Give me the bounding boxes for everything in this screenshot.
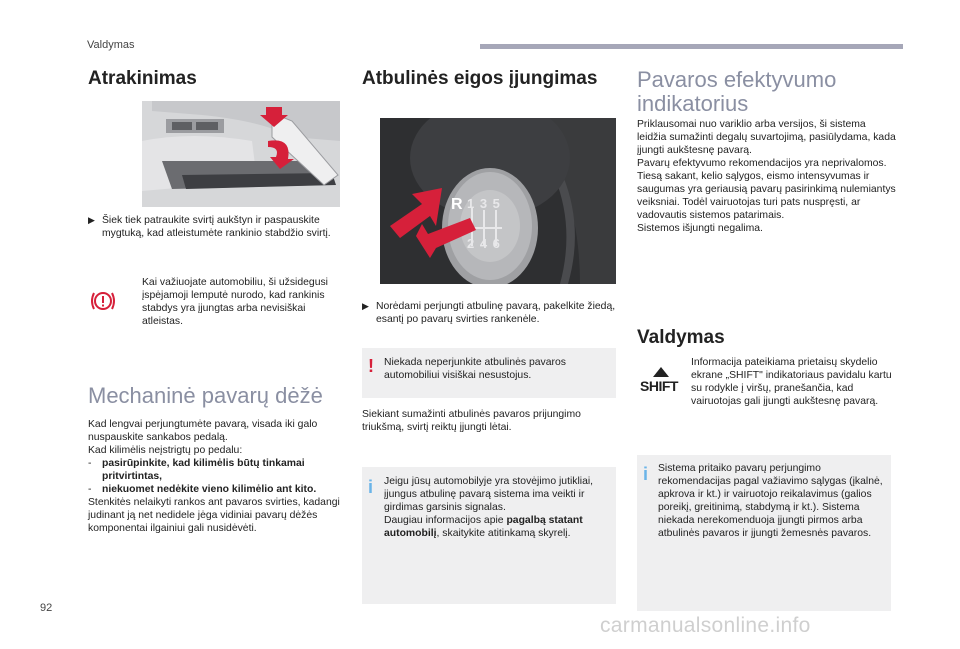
info-more-link: pagalbą statant automobilį xyxy=(384,515,583,539)
gear-top-numbers: 1 3 5 xyxy=(467,196,501,211)
efficiency-paragraph-1: Priklausomai nuo variklio arba versijos, ši sistema leidžia sumažinti degalų suvartojimą, pasiūlydama, kada įjungti aukštesnę pavarą. xyxy=(637,119,896,156)
info-sensor-paragraph: Jeigu jūsų automobilyje yra stovėjimo jutikliai, įjungus atbulinę pavarą sistema ima veikti ir girdimas garsinis signalas. xyxy=(384,476,594,513)
subtitle-control: Valdymas xyxy=(637,327,725,348)
section-header: Valdymas xyxy=(87,39,135,51)
shift-description: Informacija pateikiama prietaisų skydelio ekrane „SHIFT" indikatoriaus pavidalu kartu su rodykle į viršų, pranešančia, kad vairuotojas gali įjungti aukštesnę pavarą. xyxy=(691,357,892,407)
handbrake-illustration xyxy=(142,101,340,207)
unlock-bullet-text: Šiek tiek patraukite svirtį aukštyn ir paspauskite mygtuką, kad atleistumėte rankinio stabdžio svirtį. xyxy=(102,215,331,239)
info-more-suffix: , skaitykite atitinkamą skyrelį. xyxy=(436,528,571,539)
subtitle-manual-gearbox: Mechaninė pavarų dėžė xyxy=(88,383,323,408)
gear-recommendation-text: Sistema pritaiko pavarų perjungimo rekomendacijas pagal važiavimo sąlygas (įkalnė, apkrova ir kt.) ir vairuotojo reikalavimus (galios poreikį, greitinimą, stabdymą ir kt.). Sistema niekada nerekomenduoja įjungti pirmos arba atbulinės pavaros ir įjungti žemesnės pavaros. xyxy=(658,463,883,539)
reverse-bullet xyxy=(362,300,617,326)
reverse-noise-text: Siekiant sumažinti atbulinės pavaros prijungimo triukšmą, svirtį reiktų įjungti lėtai. xyxy=(362,409,581,433)
title-unlocking: Atrakinimas xyxy=(88,68,197,89)
info-icon: i xyxy=(368,477,374,497)
reverse-warning-text: Niekada neperjunkite atbulinės pavaros automobiliui visiškai nesustojus. xyxy=(384,357,566,381)
header-bar xyxy=(480,44,903,49)
column-gear-efficiency xyxy=(637,68,897,116)
manual-gearbox-section xyxy=(88,384,343,408)
parking-brake-warning-icon xyxy=(88,288,118,314)
lever-paragraph: Stenkitės nelaikyti rankos ant pavaros svirties, kadangi judinant ją net nedidele jėga vidiniai pavarų dėžės komponentai ilgainiui gali nusidėvėti. xyxy=(88,497,340,534)
gear-efficiency-text xyxy=(637,118,897,235)
page-number: 92 xyxy=(40,602,53,614)
gear-bottom-numbers: 2 4 6 xyxy=(467,236,501,251)
dash-item-2: niekuomet nedėkite vieno kilimėlio ant kito. xyxy=(102,484,317,495)
mat-paragraph: Kad kilimėlis neįstrigtų po pedalu: xyxy=(88,445,243,456)
manual-gearbox-text: Kad lengvai perjungtumėte pavarą, visada iki galo nuspauskite sankabos pedalą. Kad kilimėlis neįstrigtų po pedalu: - pasirūpinkite, kad kilimėlis būtų tinkamai pritvirtintas, - niekuomet nedėkite vieno kilimėlio ant kito. Stenkitės nelaikyti rankos ant pavaros svirties, kadangi judinant ją net nedidele jėga vidiniai pavarų dėžės komponentai ilgainiui gali nusidėvėti. xyxy=(88,418,343,535)
column-unlocking xyxy=(88,68,343,90)
dash-item-1: pasirūpinkite, kad kilimėlis būtų tinkamai pritvirtintas, xyxy=(102,458,305,482)
title-reverse-gear: Atbulinės eigos įjungimas xyxy=(362,68,598,89)
gear-reverse-letter: R xyxy=(451,196,463,213)
clutch-paragraph: Kad lengvai perjungtumėte pavarą, visada iki galo nuspauskite sankabos pedalą. xyxy=(88,419,318,443)
watermark: carmanualsonline.info xyxy=(600,614,811,637)
parking-sensor-info-text xyxy=(384,475,609,540)
efficiency-paragraph-3: Sistemos išjungti negalima. xyxy=(637,223,763,234)
column-reverse xyxy=(362,68,617,90)
shift-indicator-icon xyxy=(638,366,684,396)
warning-light-text: Kai važiuojate automobiliu, ši užsidegusi įspėjamoji lemputė nurodo, kad rankinis stabdys yra įjungtas arba nevisiškai atleistas. xyxy=(142,277,328,327)
info-icon: i xyxy=(643,464,649,484)
bullet-marker: ▶ xyxy=(88,215,95,225)
control-section xyxy=(637,327,897,349)
warning-exclamation-icon: ! xyxy=(368,356,374,376)
title-gear-efficiency: Pavaros efektyvumo indikatorius xyxy=(637,67,837,116)
reverse-bullet-text: Norėdami perjungti atbulinę pavarą, pakelkite žiedą, esantį po pavarų svirties rankenėle. xyxy=(376,301,616,325)
bullet-marker: ▶ xyxy=(362,301,369,311)
efficiency-paragraph-2: Pavarų efektyvumo rekomendacijos yra neprivalomos. Tiesą sakant, kelio sąlygos, eismo intensyvumas ir saugumas yra geriausią pavarų pasirinkimą nulemiantys veiksniai. Todėl vairuotojas turi pats nuspręsti, ar vadovautis sistemos patarimais. xyxy=(637,158,896,221)
unlock-bullet xyxy=(88,214,343,240)
shift-label: SHIFT xyxy=(640,378,678,394)
info-more-prefix: Daugiau informacijos apie xyxy=(384,515,507,526)
gear-knob-illustration xyxy=(380,118,616,284)
